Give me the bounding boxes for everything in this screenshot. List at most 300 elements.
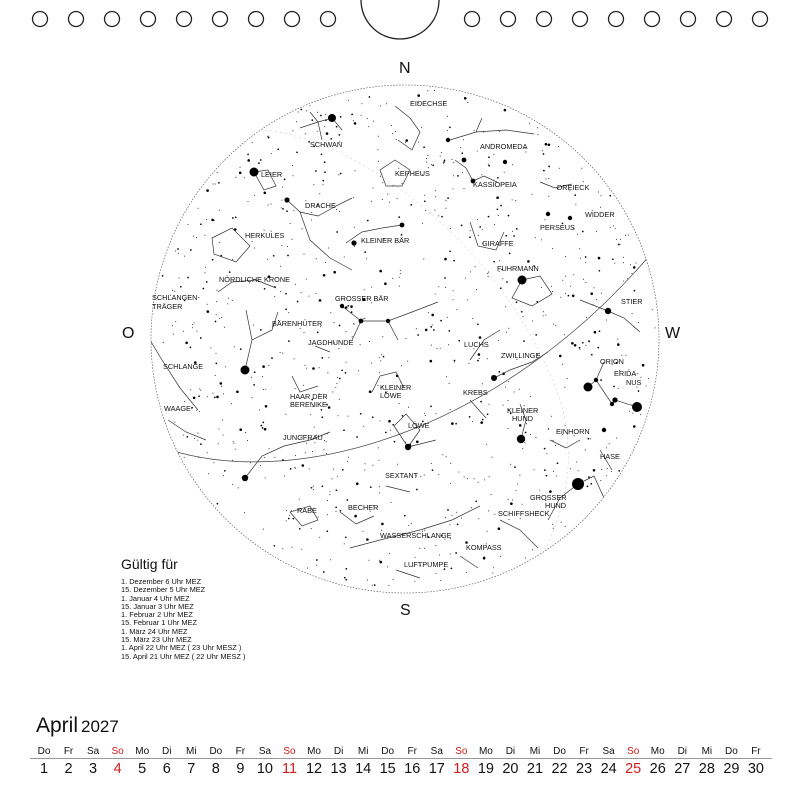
star: [280, 352, 281, 353]
star: [416, 328, 417, 329]
day-number: 19: [477, 761, 494, 777]
star: [525, 152, 526, 153]
star: [239, 172, 242, 175]
star: [492, 573, 493, 574]
star: [389, 553, 390, 554]
star: [399, 286, 400, 287]
weekday-label: Fr: [751, 746, 761, 757]
star: [261, 425, 262, 426]
star: [640, 414, 641, 415]
star: [434, 90, 435, 91]
star: [564, 387, 565, 388]
star: [286, 510, 287, 511]
star: [339, 399, 340, 400]
day-number: 10: [256, 761, 273, 777]
star: [601, 469, 602, 470]
star: [292, 547, 293, 548]
day-number: 4: [113, 761, 122, 777]
constellation-line: [455, 160, 497, 182]
star: [337, 476, 338, 477]
star: [262, 422, 264, 424]
star: [288, 340, 290, 342]
star: [455, 552, 457, 554]
star: [430, 360, 433, 363]
star: [423, 259, 424, 260]
star: [370, 486, 372, 488]
star: [453, 299, 454, 300]
star: [642, 364, 645, 367]
constellation-line: [340, 512, 374, 524]
star: [267, 136, 268, 137]
star: [489, 404, 490, 405]
star: [625, 355, 626, 356]
star: [432, 325, 433, 326]
constellation-label: LEIER: [261, 170, 283, 179]
star: [444, 258, 447, 261]
star: [474, 130, 475, 131]
bright-star: [612, 397, 617, 402]
star: [194, 322, 195, 323]
star: [427, 90, 428, 91]
star: [302, 464, 305, 467]
star: [387, 194, 388, 195]
star: [185, 342, 188, 345]
star: [477, 360, 479, 362]
star: [597, 347, 599, 349]
star: [263, 389, 264, 390]
star: [290, 223, 291, 224]
star: [369, 560, 370, 561]
star: [570, 286, 571, 287]
star: [379, 486, 380, 487]
star: [268, 205, 269, 206]
star: [503, 405, 504, 406]
star: [447, 509, 449, 511]
star: [582, 342, 584, 344]
star: [415, 557, 416, 558]
star: [190, 249, 192, 251]
star: [546, 179, 547, 180]
star: [571, 342, 574, 345]
star: [478, 353, 481, 356]
star: [482, 383, 483, 384]
star: [184, 256, 185, 257]
star: [456, 512, 457, 513]
star: [174, 291, 175, 292]
star: [430, 326, 432, 328]
star: [267, 259, 268, 260]
star: [380, 360, 381, 361]
star: [466, 572, 467, 573]
star: [200, 390, 201, 391]
star: [585, 256, 587, 258]
constellation-label: DREIECK: [557, 183, 590, 192]
star: [446, 200, 447, 201]
day-number: 14: [355, 761, 372, 777]
star: [435, 196, 436, 197]
star: [364, 470, 365, 471]
star: [213, 462, 214, 463]
star: [363, 426, 364, 427]
weekday-label: Mo: [307, 746, 321, 757]
validity-line: 1. Dezember 6 Uhr MEZ: [121, 577, 202, 586]
star: [488, 276, 489, 277]
star: [232, 217, 234, 219]
star: [541, 239, 542, 240]
validity-line: 1. April 22 Uhr MEZ ( 23 Uhr MESZ ): [121, 643, 242, 653]
star: [451, 567, 453, 569]
star: [516, 301, 518, 303]
star: [523, 340, 525, 342]
star: [565, 293, 566, 294]
star: [479, 226, 481, 228]
constellation-line: [470, 400, 486, 418]
star: [585, 262, 586, 263]
star: [341, 369, 343, 371]
star: [382, 182, 383, 183]
star: [295, 468, 296, 469]
star: [420, 476, 421, 477]
star: [304, 332, 305, 333]
star: [453, 188, 454, 189]
star: [208, 473, 209, 474]
star: [339, 378, 341, 380]
star: [367, 118, 368, 119]
star: [235, 216, 237, 218]
star: [323, 184, 324, 185]
star: [346, 331, 347, 332]
star: [444, 159, 446, 161]
star: [478, 482, 479, 483]
star: [548, 144, 551, 147]
star: [337, 377, 338, 378]
constellation-label: LÖWE: [408, 421, 430, 430]
star: [590, 438, 591, 439]
star: [180, 286, 182, 288]
star: [325, 114, 326, 115]
star: [378, 161, 379, 162]
star: [596, 231, 597, 232]
star: [388, 585, 389, 586]
star: [301, 292, 302, 293]
star: [512, 164, 513, 165]
constellation-line: [386, 486, 410, 492]
star: [447, 116, 448, 117]
star: [456, 309, 457, 310]
star: [606, 475, 607, 476]
star: [206, 189, 209, 192]
star: [600, 480, 601, 481]
star: [512, 500, 513, 501]
constellation-label: NÖRDLICHE KRONE: [219, 275, 290, 284]
star: [215, 363, 217, 365]
star: [232, 484, 233, 485]
bright-star: [605, 308, 611, 314]
star: [194, 438, 195, 439]
star: [304, 254, 305, 255]
star: [461, 152, 463, 154]
star: [424, 200, 426, 202]
star: [467, 478, 468, 479]
star: [295, 455, 296, 456]
star: [426, 162, 427, 163]
star: [363, 531, 364, 532]
star: [471, 507, 472, 508]
star: [552, 524, 553, 525]
star: [198, 208, 199, 209]
star: [221, 386, 222, 387]
bright-star: [400, 223, 405, 228]
star: [632, 273, 633, 274]
star: [221, 317, 222, 318]
star: [282, 459, 284, 461]
star: [325, 262, 326, 263]
star: [533, 469, 534, 470]
star: [294, 467, 295, 468]
star: [494, 224, 495, 225]
star: [390, 430, 391, 431]
star: [500, 205, 502, 207]
star: [265, 389, 266, 390]
star: [346, 362, 347, 363]
star: [443, 163, 444, 164]
star: [421, 127, 422, 128]
star: [191, 408, 192, 409]
star: [326, 530, 328, 532]
constellation-label: GROSSER: [530, 493, 567, 502]
star: [295, 284, 296, 285]
star: [582, 231, 584, 233]
star: [463, 139, 464, 140]
star: [290, 468, 292, 470]
star: [543, 311, 544, 312]
star: [488, 510, 489, 511]
star: [297, 301, 299, 303]
star: [468, 363, 469, 364]
star: [380, 105, 381, 106]
star: [381, 354, 382, 355]
star: [196, 410, 197, 411]
star: [559, 168, 560, 169]
star: [484, 557, 485, 558]
weekday-label: Di: [333, 746, 344, 757]
day-number: 2: [64, 761, 73, 777]
star: [470, 230, 471, 231]
star: [638, 390, 640, 392]
star: [543, 170, 545, 172]
star: [193, 236, 194, 237]
star: [427, 155, 428, 156]
star: [548, 178, 549, 179]
star: [453, 175, 454, 176]
star: [438, 215, 439, 216]
star: [371, 201, 372, 202]
star: [205, 267, 206, 268]
star: [577, 234, 578, 235]
star: [478, 518, 479, 519]
star: [424, 413, 425, 414]
star: [572, 295, 575, 298]
star: [435, 573, 436, 574]
star: [416, 441, 419, 444]
star: [588, 340, 590, 342]
bright-star: [359, 319, 364, 324]
star: [524, 442, 525, 443]
star: [514, 392, 515, 393]
star: [588, 476, 590, 478]
bright-star: [568, 216, 572, 220]
star: [319, 299, 322, 302]
star: [475, 500, 477, 502]
star: [487, 531, 488, 532]
star: [479, 336, 482, 339]
constellation-label: KLEINER: [380, 383, 412, 392]
star: [491, 494, 492, 495]
star: [254, 371, 256, 373]
star: [576, 461, 577, 462]
validity-line: 15. April 21 Uhr MEZ ( 22 Uhr MESZ ): [121, 651, 246, 661]
star: [437, 348, 438, 349]
star: [441, 216, 443, 218]
star: [319, 367, 320, 368]
star: [174, 422, 175, 423]
star: [509, 253, 511, 255]
star: [223, 435, 224, 436]
star: [570, 468, 571, 469]
star: [469, 236, 471, 238]
star: [438, 286, 439, 287]
star: [260, 329, 262, 331]
star: [431, 164, 432, 165]
star: [356, 436, 358, 438]
star: [500, 287, 502, 289]
star: [354, 324, 355, 325]
star: [453, 162, 454, 163]
star: [348, 100, 349, 101]
star: [371, 287, 372, 288]
star: [555, 325, 556, 326]
star: [262, 365, 265, 368]
day-number: 30: [747, 761, 764, 777]
star: [579, 248, 580, 249]
star: [487, 413, 489, 415]
star: [253, 325, 254, 326]
weekday-label: Di: [505, 746, 516, 757]
star: [236, 391, 239, 394]
star: [408, 407, 409, 408]
star: [324, 440, 325, 441]
star: [470, 271, 471, 272]
star: [298, 112, 299, 113]
star: [578, 470, 579, 471]
star: [410, 204, 412, 206]
star: [204, 272, 205, 273]
day-number: 1: [39, 761, 49, 777]
validity-line: 15. Januar 3 Uhr MEZ: [121, 601, 194, 611]
star: [377, 149, 378, 150]
star: [530, 434, 531, 435]
star: [207, 452, 208, 453]
day-number: 21: [526, 761, 544, 777]
star: [311, 220, 312, 221]
weekday-label: Fr: [407, 746, 417, 757]
star: [435, 190, 436, 191]
star: [212, 259, 214, 261]
day-number: 5: [138, 761, 147, 777]
star: [628, 235, 629, 236]
star: [347, 499, 349, 501]
star: [233, 443, 234, 444]
star: [568, 295, 570, 297]
star: [343, 429, 345, 431]
star: [425, 210, 426, 211]
star: [240, 348, 242, 350]
star: [328, 406, 331, 409]
star: [565, 425, 566, 426]
star: [311, 487, 313, 489]
star: [336, 231, 338, 233]
star: [458, 340, 460, 342]
star: [453, 260, 455, 262]
constellation-label: BERENIKE: [290, 400, 327, 409]
weekday-label: Do: [724, 746, 738, 757]
star: [281, 200, 282, 201]
star: [464, 188, 465, 189]
star: [425, 329, 428, 332]
star: [400, 273, 401, 274]
star: [354, 122, 357, 125]
star: [545, 219, 546, 220]
weekday-label: Sa: [602, 746, 615, 757]
star: [443, 161, 445, 163]
star: [638, 322, 639, 323]
star: [319, 193, 320, 194]
star: [292, 130, 293, 131]
star: [431, 463, 432, 464]
star: [489, 476, 490, 477]
star: [548, 196, 549, 197]
star: [363, 318, 364, 319]
bright-star: [491, 375, 497, 381]
star: [329, 494, 330, 495]
weekday-label: So: [111, 746, 124, 757]
star: [219, 210, 220, 211]
star: [553, 324, 554, 325]
star: [284, 179, 286, 181]
star: [233, 441, 234, 442]
star: [336, 383, 337, 384]
star: [411, 523, 412, 524]
star: [452, 159, 453, 160]
day-number: 6: [162, 761, 171, 777]
star: [175, 321, 176, 322]
constellation-label: HAAR DER: [290, 392, 328, 401]
star: [435, 545, 436, 546]
star: [361, 115, 362, 116]
constellation-label: SCHIFFSHECK: [498, 509, 550, 518]
constellation-label: WASSERSCHLANGE: [380, 531, 452, 540]
star: [285, 308, 287, 310]
star: [366, 538, 369, 541]
star: [224, 327, 225, 328]
constellation-label: DRACHE: [305, 201, 336, 210]
calendar-month: April: [36, 714, 79, 737]
star: [253, 384, 255, 386]
star: [499, 260, 500, 261]
star: [178, 253, 179, 254]
star: [313, 489, 314, 490]
star: [321, 357, 323, 359]
